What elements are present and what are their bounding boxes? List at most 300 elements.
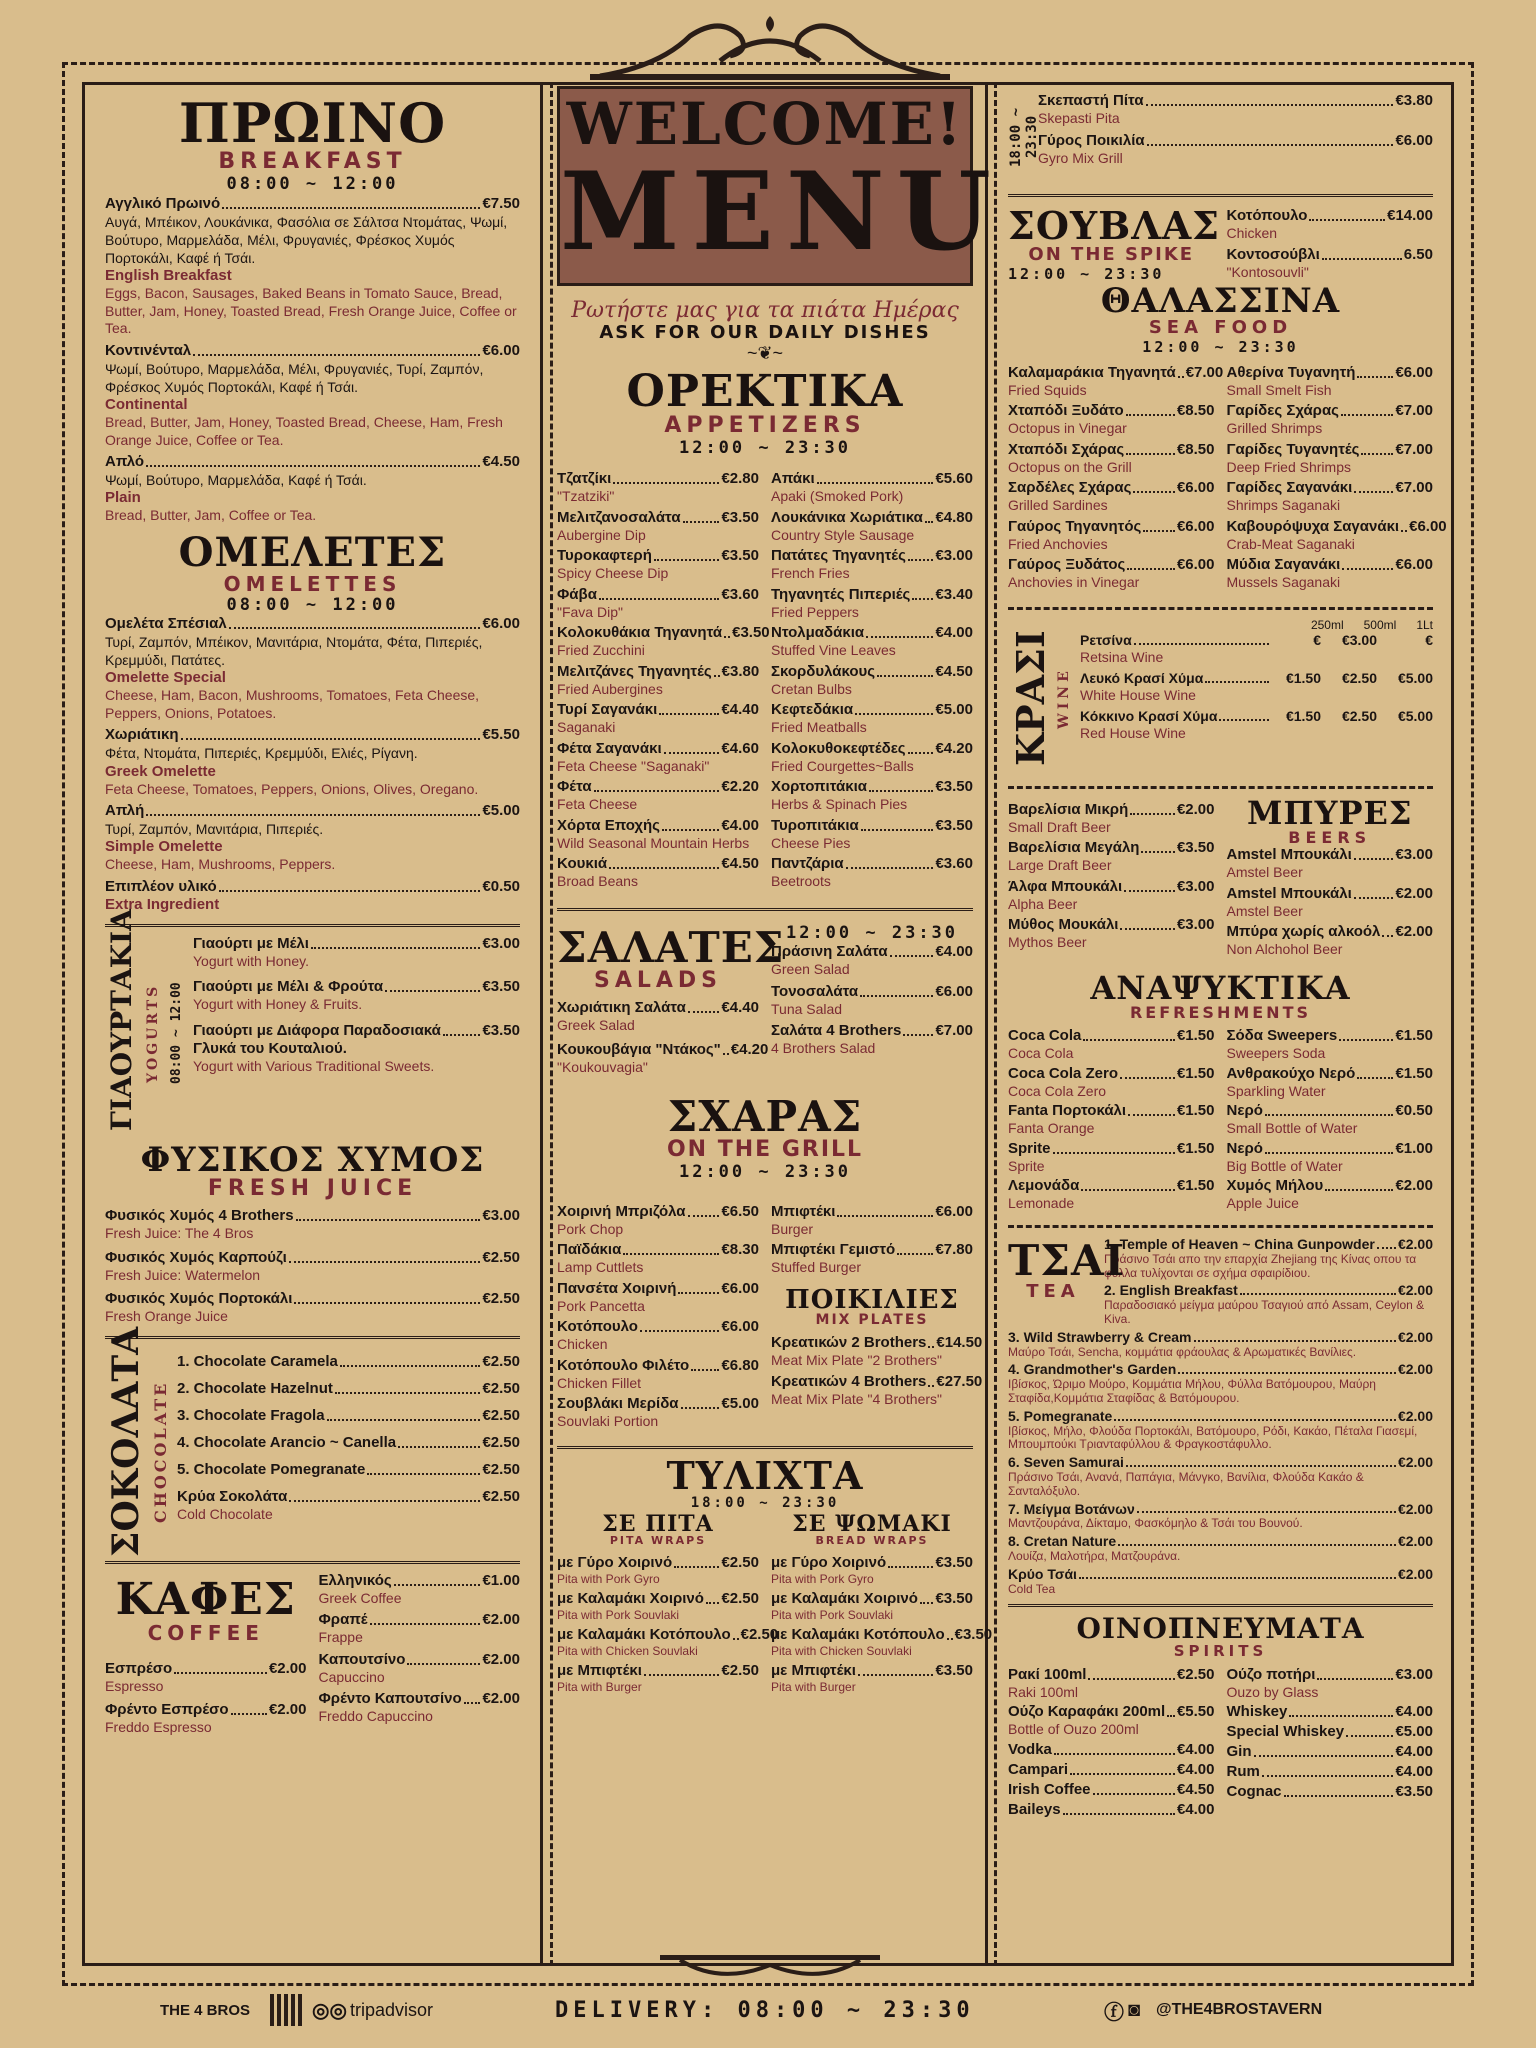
item-translation: Gyro Mix Grill [1038,149,1123,166]
item-price: €4.50 [1176,1780,1215,1798]
item-name: Coca Cola Zero [1008,1064,1119,1082]
item-translation: Skepasti Pita [1038,110,1120,126]
item-name: 1. Chocolate Caramela [177,1352,338,1370]
item-description-gr: Ψωμί, Βούτυρο, Μαρμελάδα, Μέλι, Φρυγανιές, Τυρί, Ζαμπόν, Φρέσκος Χυμός Πορτοκάλι, Καφέ ή Τσάι. [105,360,484,395]
item-price: €7.80 [935,1241,973,1259]
section-title-en: APPETIZERS [664,412,866,438]
item-translation: Pita with Pork Gyro [771,1571,874,1586]
menu-item [177,1488,520,1524]
item-price: €3.50 [732,624,770,642]
item-description-gr: Τυρί, Ζαμπόν, Μπέικον, Μανιτάρια, Ντομάτα, Φέτα, Πιπεριές, Κρεμμύδι, Πατάτες. [105,634,483,669]
item-price: €2.00 [1397,1235,1433,1252]
section-hours: 12:00 ~ 23:30 [1008,264,1165,283]
item-name: 1. Temple of Heaven ~ China Gunpowder [1104,1235,1375,1252]
price-1lt: € [1425,631,1433,648]
item-name: Κουκουβάγια "Ντάκος" [557,1040,721,1058]
item-name: με Καλαμάκι Κοτόπουλο [771,1625,945,1643]
item-name: Ρακί 100ml [1008,1665,1087,1683]
item-name: Τυροκαφτερή [557,547,652,565]
item-name: Τηγανητές Πιπεριές [771,585,911,603]
item-price: €2.00 [1397,1328,1433,1345]
item-translation: Lamp Cuttlets [557,1259,644,1276]
item-name: Λουκάνικα Χωριάτικα [771,508,923,526]
right-column [990,82,1451,1966]
item-translation: Freddo Espresso [105,1719,212,1736]
item-translation: Small Bottle of Water [1226,1120,1358,1137]
item-name: Πανσέτα Χοιρινή [557,1279,677,1297]
menu-item [1008,801,1215,837]
menu-item [1008,1102,1215,1138]
item-price: €2.50 [482,1352,520,1370]
item-name: Μπύρα χωρίς αλκοόλ [1226,923,1381,941]
item-price: €2.00 [1395,884,1433,902]
menu-title: MENU [560,149,1003,275]
menu-item [1080,670,1433,704]
item-price: €2.00 [268,1701,307,1719]
item-translation: Fried Courgettes~Balls [771,757,914,774]
item-name: Χορτοπιτάκια [771,778,867,796]
section-title-gr: ΤΣΑΙ [1008,1235,1126,1285]
menu-item [557,740,759,776]
item-translation: Mythos Beer [1008,934,1087,951]
item-price: €8.50 [1176,440,1215,458]
menu-item [771,1334,983,1370]
menu-item [105,1701,307,1737]
item-translation: Frappe [318,1629,363,1646]
menu-item [193,978,520,1014]
item-translation: Πράσινο Τσάι, Ανανά, Παπάγια, Μάνγκο, Βανίλια, Φλούδα Κακάο & Σανταλόξυλο. [1008,1469,1364,1498]
item-price: €3.00 [482,934,520,952]
salads-section [557,923,973,1082]
item-price: €1.50 [1395,1064,1433,1082]
item-name: με Καλαμάκι Χοιρινό [771,1589,918,1607]
item-price: €4.00 [935,943,973,961]
item-price: €3.00 [1176,877,1215,895]
menu-item [771,740,973,776]
menu-item [1008,479,1215,515]
tea-section [1008,1236,1433,1596]
item-translation: Capuccino [318,1668,385,1685]
item-price: €3.50 [935,1661,973,1679]
item-translation: Μαύρο Τσάι, Sencha, κομμάτια φράουλας & Αρωματικές Βανίλιες. [1008,1344,1357,1359]
item-translation: Large Draft Beer [1008,857,1112,874]
instagram-icon[interactable]: ◙ [1128,1998,1141,2021]
item-translation: Fried Meatballs [771,719,867,736]
menu-item [557,1554,759,1587]
item-name: Campari [1008,1760,1069,1778]
item-price: €6.00 [1176,517,1215,535]
item-price: €1.50 [1176,1064,1215,1082]
item-translation: "Fava Dip" [557,603,623,620]
item-price: €4.00 [1176,1800,1215,1818]
item-price: €2.50 [721,1661,759,1679]
item-price: €2.00 [1397,1282,1433,1299]
item-translation: Deep Fried Shrimps [1226,458,1351,475]
item-price: €2.00 [1397,1500,1433,1517]
item-price: €0.50 [482,877,520,895]
item-name: 3. Wild Strawberry & Cream [1008,1328,1192,1345]
item-price: €3.00 [482,1207,520,1225]
item-translation: Ιβίσκος, Μήλο, Φλούδα Πορτοκάλι, Βατόμουρο, Ρόδι, Κακάο, Πέταλα Γιασεμί, Μπουμπούκι Τριανταφύλλου & Φραγκοστάφυλλο. [1008,1423,1418,1452]
item-price: €7.00 [1395,479,1433,497]
item-name: Φάβα [557,585,597,603]
section-title-gr: ΘΑΛΑΣΣΙΝΑ [1100,281,1341,321]
menu-item [1008,1329,1433,1360]
item-name: Κοτόπουλο [557,1318,638,1336]
menu-item [1008,1454,1433,1498]
item-price: €1.50 [1176,1177,1215,1195]
menu-item [557,701,759,737]
item-translation: Beetroots [771,873,831,890]
tripadvisor-logo-icon[interactable]: ◎◎ [312,1999,347,2022]
price-500ml: €3.00 [1341,631,1377,648]
item-price: €4.50 [482,453,520,471]
menu-item [771,547,973,583]
item-name: Παϊδάκια [557,1241,622,1259]
menu-item [1008,1177,1215,1213]
item-price: €2.50 [482,1487,520,1505]
item-price: €14.00 [1387,207,1433,224]
item-price: €6.00 [482,341,520,359]
item-name: Φυσικός Χυμός Καρπούζι [105,1248,287,1266]
item-name: 2. English Breakfast [1104,1282,1238,1299]
ornament-icon: ~❦~ [746,342,784,363]
item-translation: Fresh Orange Juice [105,1308,228,1325]
item-translation: Pita with Burger [557,1679,642,1694]
item-price: €2.20 [721,778,759,796]
menu-item [105,615,520,722]
item-name: Καπουτσίνο [318,1650,406,1668]
item-translation: Sprite [1008,1157,1045,1174]
item-price: €5.00 [935,701,973,719]
section-title-en: OMELETTES [223,571,402,596]
item-name: Sprite [1008,1139,1051,1157]
menu-item [1008,1408,1433,1452]
item-price: €5.00 [1395,1723,1433,1741]
item-price: €7.00 [1395,440,1433,458]
item-translation: Grilled Shrimps [1226,420,1323,437]
item-price: €5.60 [935,470,973,488]
menu-item [557,1280,759,1316]
menu-item [1008,1666,1215,1702]
mix-plates-title-en: MIX PLATES [815,1311,929,1328]
section-title-en: REFRESHMENTS [1129,1002,1312,1022]
item-name: Ούζο Καραφάκι 200ml [1008,1703,1166,1721]
menu-item [557,1241,759,1277]
item-price: €1.50 [1176,1027,1215,1045]
item-translation: Apple Juice [1226,1195,1299,1212]
item-translation: Fried Squids [1008,381,1087,398]
item-translation: Cold Tea [1008,1581,1056,1596]
item-name: Gin [1226,1743,1252,1761]
item-name: Κοντοσούβλι [1226,245,1320,263]
menu-item [1008,1501,1433,1532]
menu-item [557,663,759,699]
item-name: Γαύρος Ξυδάτος [1008,556,1126,574]
item-translation: Fried Peppers [771,603,859,620]
item-translation: Herbs & Spinach Pies [771,796,908,813]
pita-title-gr: ΣΕ ΠΙΤΑ [602,1511,714,1538]
item-price: 6.50 [1403,245,1433,263]
item-price: €2.50 [482,1248,520,1266]
item-price: €2.00 [1397,1533,1433,1550]
item-translation: Shrimps Saganaki [1226,497,1341,514]
item-description-gr: Τυρί, Ζαμπόν, Μανιτάρια, Πιπεριές. [105,821,324,838]
section-title-gr: ΠΡΩΙΝΟ [178,91,447,155]
menu-item [105,726,520,798]
appetizers-section [557,365,973,894]
menu-item [1227,479,1434,515]
menu-item [1008,441,1215,477]
item-price: €1.50 [1176,1139,1215,1157]
brand-label: THE 4 BROS [160,2001,251,2019]
menu-item [771,663,973,699]
item-name: Κόκκινο Κρασί Χύμα [1080,708,1218,725]
menu-item [557,1318,759,1354]
item-translation: Coca Cola [1008,1045,1074,1062]
item-translation: Yogurt with Various Traditional Sweets. [193,1057,435,1074]
menu-item [177,1434,520,1452]
item-price: €6.00 [1409,517,1447,535]
item-name: Whiskey [1226,1703,1288,1721]
menu-item [1080,632,1433,666]
menu-item [771,624,973,660]
menu-item [1227,1743,1434,1761]
social-handle[interactable]: @THE4BROSTAVERN [1156,2001,1323,2018]
item-translation: Cretan Bulbs [771,680,852,697]
item-price: €3.50 [721,547,759,565]
tripadvisor-label[interactable]: tripadvisor [350,1999,434,2020]
section-hours: 18:00 ~ 23:30 [1008,107,1040,167]
item-name: Fanta Πορτοκάλι [1008,1102,1127,1120]
menu-item [1227,885,1434,921]
item-price: €3.00 [935,547,973,565]
menu-item [1227,441,1434,477]
item-name: Μελιτζάνες Τηγανητές [557,662,712,680]
menu-item [771,1590,973,1623]
item-name-en: Greek Omelette [105,762,216,780]
item-name: 2. Chocolate Hazelnut [177,1379,333,1397]
item-translation: Coca Cola Zero [1008,1082,1107,1099]
menu-item [193,1022,520,1076]
item-translation: Tuna Salad [771,1000,843,1017]
item-name-en: Simple Omelette [105,838,223,856]
menu-item [557,624,770,660]
menu-item [1008,1761,1215,1779]
item-price: €3.80 [721,662,760,680]
item-translation: Mussels Saganaki [1226,574,1341,591]
item-price: €1.00 [1395,1139,1433,1157]
wine-size-label: 250ml [1310,617,1344,632]
item-price: €6.00 [482,615,520,633]
menu-item [1227,846,1434,882]
ornament-bottom-icon [660,1955,880,1989]
section-hours: 12:00 ~ 23:30 [678,437,852,458]
menu-item [1227,1666,1434,1702]
item-price: €2.00 [482,1690,520,1708]
section-hours: 08:00 ~ 12:00 [169,981,184,1084]
mix-plates-title-gr: ΠΟΙΚΙΛΙΕΣ [785,1284,959,1315]
item-price: €3.50 [482,1021,520,1039]
item-translation: Sparkling Water [1226,1082,1326,1099]
menu-item [1008,556,1215,592]
item-translation: Octopus on the Grill [1008,458,1132,475]
menu-item [1080,708,1433,742]
item-name: Άλφα Μπουκάλι [1008,877,1123,895]
item-price: €2.50 [482,1379,520,1397]
item-price: €2.00 [268,1659,307,1677]
item-name: Γιαούρτι με Μέλι [193,934,309,952]
menu-item [771,1554,973,1587]
menu-item [1227,1102,1434,1138]
menu-item [1104,1236,1433,1280]
section-title-gr: ΦΥΣΙΚΟΣ ΧΥΜΟΣ [140,1139,485,1180]
section-title-gr: ΟΡΕΚΤΙΚΑ [626,365,904,417]
section-title-en: SALADS [593,967,723,993]
item-name: Επιπλέον υλικό [105,877,217,895]
menu-item [1008,878,1215,914]
section-title-en: FRESH JUICE [207,1175,418,1201]
section-title-en: SEA FOOD [1148,317,1293,338]
item-name: Γαρίδες Σχάρας [1226,402,1339,420]
item-price: €1.50 [1395,1027,1433,1045]
wine-section [1008,618,1433,778]
menu-item [1008,1741,1215,1759]
item-name: Γιαούρτι με Μέλι & Φρούτα [193,978,384,996]
column-divider [540,82,543,1966]
item-translation: Meat Mix Plate "4 Brothers" [771,1390,943,1407]
section-title-en: ON THE GRILL [666,1137,864,1163]
facebook-icon[interactable]: ⓕ [1104,2001,1124,2024]
price-250ml: € [1313,631,1321,648]
item-translation: Pita with Pork Souvlaki [771,1607,894,1622]
menu-item [1227,556,1434,592]
item-translation: Espresso [105,1677,164,1694]
item-translation: Lemonade [1008,1195,1075,1212]
price-1lt: €5.00 [1397,670,1433,687]
item-name: με Καλαμάκι Χοιρινό [557,1589,704,1607]
section-hours: 12:00 ~ 23:30 [1142,337,1299,356]
section-title-en: ON THE SPIKE [1028,244,1195,265]
wraps-section [557,1452,993,1698]
item-translation: French Fries [771,565,850,582]
juice-section [105,1139,520,1326]
item-price: €2.00 [1176,800,1215,818]
item-description-gr: Αυγά, Μπέικον, Λουκάνικα, Φασόλια σε Σάλτσα Ντομάτας, Ψωμί, Βούτυρο, Μαρμελάδα, Μέλι, Φρυγανιές, Φρέσκος Χυμός Πορτοκάλι, Καφέ ή Τσάι. [105,213,508,266]
item-price: €6.00 [935,982,973,1000]
item-price: €6.00 [1395,131,1433,149]
item-translation: Chicken Fillet [557,1374,642,1391]
item-translation: "Koukouvagia" [557,1058,648,1075]
item-translation: Pork Chop [557,1220,624,1237]
item-translation: Fried Anchovies [1008,535,1108,552]
menu-item [771,586,973,622]
item-name: Κολοκυθάκια Τηγανητά [557,624,723,642]
menu-item [771,1241,973,1277]
price-500ml: €2.50 [1341,708,1377,725]
item-price: €8.30 [721,1241,759,1259]
section-title-gr: ΓΙΑΟΥΡΤΑΚΙΑ [105,908,138,1131]
menu-item [105,1290,520,1326]
menu-item [771,1662,973,1695]
item-name: Γαρίδες Τυγανητές [1226,440,1360,458]
qr-code-icon[interactable] [270,1994,302,2026]
item-translation: Retsina Wine [1080,648,1164,665]
item-price: €6.00 [721,1318,759,1336]
delivery-hours: DELIVERY: 08:00 ~ 23:30 [555,1997,975,2023]
item-name: Χυμός Μήλου [1226,1177,1324,1195]
menu-item [771,1203,973,1239]
menu-item [1008,916,1215,952]
item-price: €6.00 [1395,363,1433,381]
item-translation: Yogurt with Honey & Fruits. [193,996,363,1013]
item-price: €4.00 [935,624,973,642]
column-divider [985,82,988,1966]
item-name: Φέτα Σαγανάκι [557,739,662,757]
item-name: Γύρος Ποικιλία [1038,131,1145,149]
item-translation: Non Alchohol Beer [1226,941,1343,958]
menu-item [1227,1065,1434,1101]
menu-item [1008,1781,1215,1799]
item-translation: Πράσινο Τσάι απο την επαρχία Zhejiang της Κίνας οπου τα φύλλα τυλίχονται σε σχήμα σφαιρίδιου. [1104,1251,1417,1280]
item-price: €2.50 [721,1553,759,1571]
item-price: €2.00 [1397,1361,1433,1378]
item-translation: Spicy Cheese Dip [557,565,669,582]
menu-item [557,778,759,814]
daily-dishes-script: Ρωτήστε μας για τα πιάτα Ημέρας [571,298,959,323]
item-translation: Bottle of Ouzo 200ml [1008,1721,1139,1738]
beers-section [1008,793,1433,962]
item-name: Τυρί Σαγανάκι [557,701,658,719]
menu-item [557,586,759,622]
menu-item [105,802,520,874]
menu-item [1008,839,1215,875]
item-price: €5.50 [482,726,520,744]
menu-item [557,1625,779,1659]
item-name: 4. Grandmother's Garden [1008,1361,1177,1378]
item-name: Rum [1226,1763,1260,1781]
section-title-gr: ΑΝΑΨΥΚΤΙΚΑ [1090,968,1351,1007]
menu-item [771,1625,993,1659]
item-price: €2.80 [721,470,759,488]
soft-drinks-section [1008,968,1433,1215]
item-name: 5. Pomegranate [1008,1407,1113,1424]
item-description-en: Cheese, Ham, Mushrooms, Peppers. [105,856,336,873]
item-translation: Μαντζουράνα, Δίκταμο, Φασκόμηλο & Τσάι του Βουνού. [1008,1516,1303,1531]
item-price: €2.50 [482,1290,520,1308]
menu-item [177,1353,520,1371]
item-name: 4. Chocolate Arancio ~ Canella [177,1433,397,1451]
item-translation: Greek Salad [557,1017,635,1034]
item-translation: Green Salad [771,961,850,978]
item-translation: "Tzatziki" [557,488,615,505]
menu-item [557,1040,769,1077]
item-name: Αγγλικό Πρωινό [105,194,221,212]
menu-item [1226,517,1447,554]
item-price: €3.00 [1176,916,1215,934]
menu-item [557,1203,759,1239]
item-name: Amstel Μπουκάλι [1226,884,1352,902]
menu-item [105,195,520,338]
item-translation: Ouzo by Glass [1226,1683,1319,1700]
item-price: €2.00 [482,1650,520,1668]
item-price: €2.00 [1395,923,1433,941]
item-price: €3.50 [935,1553,973,1571]
item-name: Κολοκυθοκεφτέδες [771,739,906,757]
item-name: 8. Cretan Nature [1008,1533,1117,1550]
item-price: €3.00 [1395,1665,1433,1683]
item-name: Χταπόδι Ξυδάτο [1008,402,1124,420]
